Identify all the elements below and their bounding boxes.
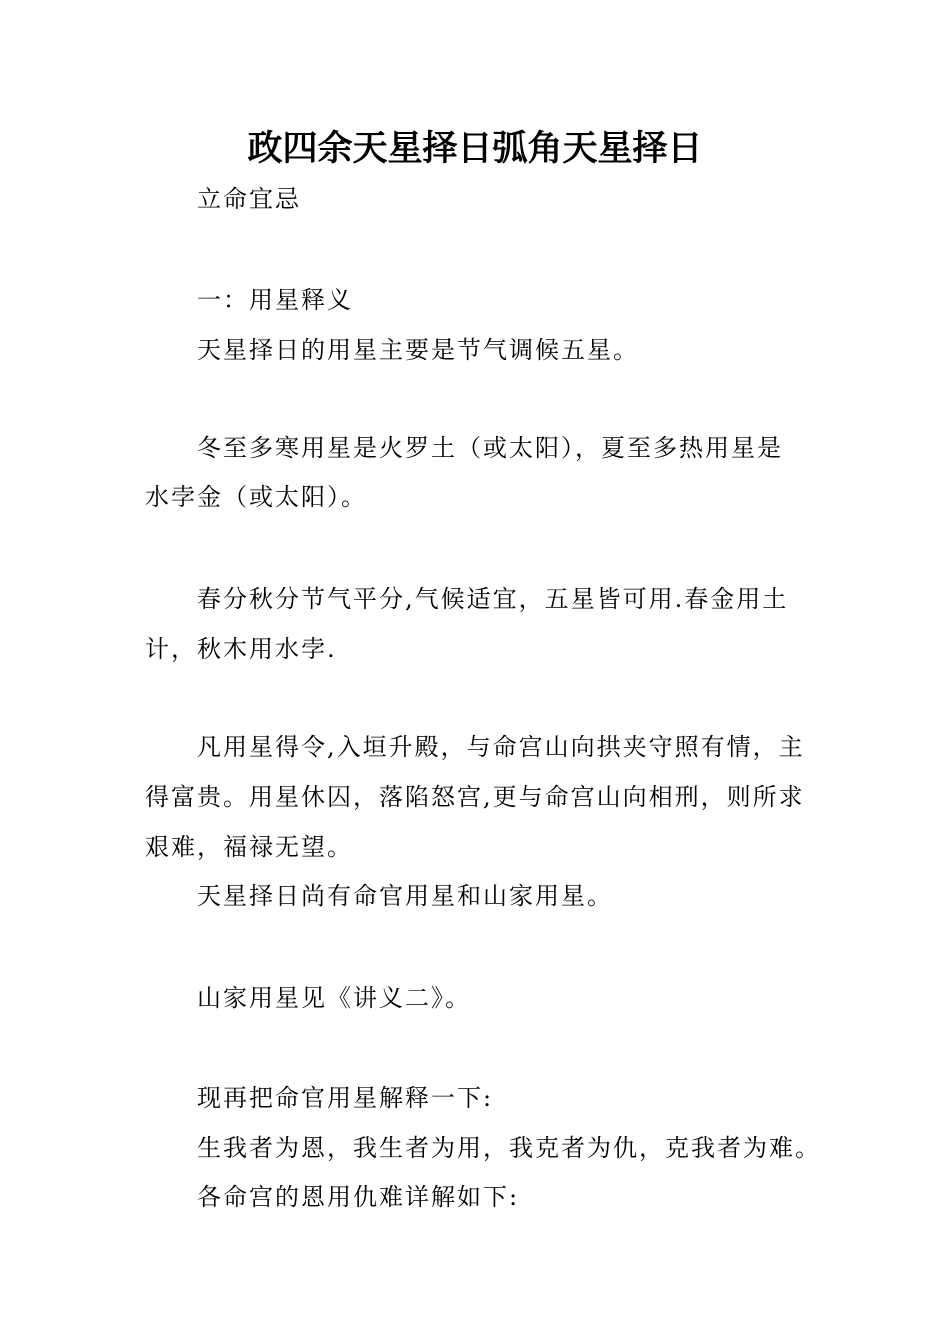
- paragraph-line: 计，秋木用水孛.: [145, 635, 337, 663]
- paragraph-line: 春分秋分节气平分,气候适宜，五星皆可用.春金用土: [197, 585, 789, 613]
- document-title: 政四余天星择日弧角天星择日: [247, 129, 703, 169]
- paragraph-line: 得富贵。用星休囚，落陷怒宫,更与命宫山向相刑，则所求: [145, 783, 805, 811]
- paragraph-line: 水孛金（或太阳）。: [145, 483, 367, 511]
- paragraph-line: 各命宫的恩用仇难详解如下:: [197, 1183, 520, 1211]
- paragraph-line: 天星择日尚有命官用星和山家用星。: [197, 882, 613, 910]
- paragraph-line: 冬至多寒用星是火罗土（或太阳），夏至多热用星是: [197, 434, 783, 462]
- paragraph-line: 山家用星见《讲义二》。: [197, 984, 471, 1012]
- paragraph-line: 凡用星得令,入垣升殿，与命宫山向拱夹守照有情，主: [197, 733, 805, 761]
- paragraph-line: 艰难，福禄无望。: [145, 833, 353, 861]
- section-heading: 一：用星释义: [197, 286, 353, 314]
- paragraph-line: 现再把命官用星解释一下:: [197, 1084, 494, 1112]
- paragraph-line: 生我者为恩，我生者为用，我克者为仇，克我者为难。: [197, 1134, 821, 1162]
- paragraph-line: 天星择日的用星主要是节气调候五星。: [197, 336, 639, 364]
- subtitle-line: 立命宜忌: [197, 185, 301, 213]
